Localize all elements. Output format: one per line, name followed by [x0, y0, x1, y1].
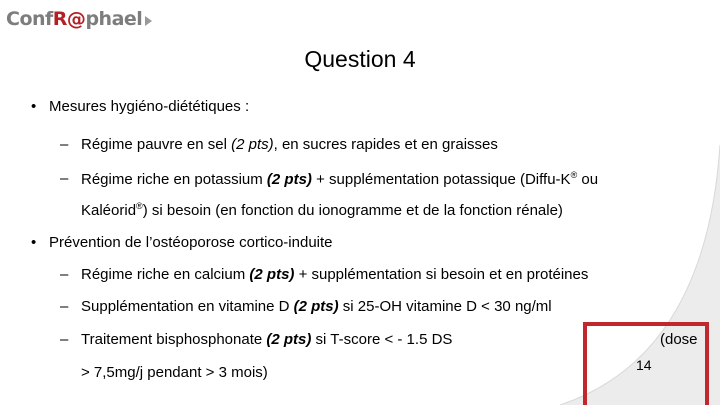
dash-marker: –: [60, 298, 69, 315]
logo-arrow-icon: [145, 16, 152, 26]
dash-marker: –: [60, 266, 69, 283]
item-potassium-diet-continued: Kaléorid®) si besoin (en fonction du ionogramme et de la fonction rénale): [81, 201, 563, 219]
item-bisphosphonate-continued: > 7,5mg/j pendant > 3 mois): [81, 364, 268, 381]
page-number: 14: [636, 357, 652, 373]
bullet-marker: •: [31, 98, 37, 115]
logo-text: ConfR@phael: [6, 8, 143, 30]
dash-marker: –: [60, 136, 69, 153]
bullet-marker: •: [31, 234, 37, 251]
item-potassium-diet: Régime riche en potassium (2 pts) + supplémentation potassique (Diffu-K® ou: [81, 170, 599, 188]
bullet-osteoporosis-prevention: Prévention de l’ostéoporose cortico-induite: [49, 234, 333, 251]
slide-title: Question 4: [304, 46, 416, 72]
bullet-hygiene-measures: Mesures hygiéno-diététiques :: [49, 98, 250, 115]
item-bisphosphonate: Traitement bisphosphonate (2 pts) si T-score < - 1.5 DS: [81, 331, 453, 348]
item-vitamin-d: Supplémentation en vitamine D (2 pts) si 25-OH vitamine D < 30 ng/ml: [81, 298, 552, 315]
confraphael-logo: [6, 4, 152, 34]
dash-marker: –: [60, 170, 69, 187]
dash-marker: –: [60, 331, 69, 348]
item-calcium-diet: Régime riche en calcium (2 pts) + supplémentation si besoin et en protéines: [81, 266, 589, 283]
item-bisphosphonate-dose: (dose: [660, 331, 698, 348]
item-low-salt-diet: Régime pauvre en sel (2 pts), en sucres rapides et en graisses: [81, 136, 498, 153]
